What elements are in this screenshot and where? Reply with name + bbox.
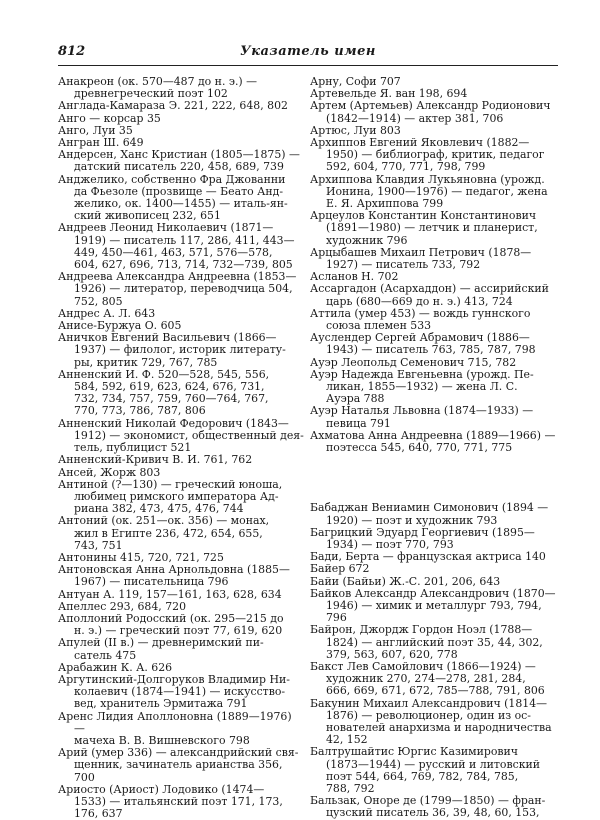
index-entry: Англада-Камараза Э. 221, 222, 648, 802 [58, 99, 288, 113]
index-entry: Андреева Александра Андреевна (1853— 1926) — литератор, переводчица 504, 752, 805 [58, 270, 297, 308]
right-column-a-section [310, 76, 556, 454]
index-entry: Байи (Байьи) Ж.-С. 201, 206, 643 [310, 574, 501, 588]
index-entry: Анго — корсар 35 [58, 111, 161, 125]
running-title: Указатель имен [240, 44, 376, 59]
index-entry: Арцеулов Константин Константинович (1891—1980) — летчик и планерист, художник 796 [310, 209, 538, 247]
header-rule [58, 65, 558, 66]
index-entry: Анджелико, собственно Фра Джованни да Фьезоле (прозвище — Беато Анд- желико, ок. 1400—1455) — италь-ян- ский живописец 232, 651 [58, 172, 288, 223]
left-column [58, 76, 304, 820]
index-entry: Бабаджан Вениамин Симонович (1894 — 1920) — поэт и художник 793 [310, 501, 549, 527]
index-entry: Анненский И. Ф. 520—528, 545, 556, 584, 592, 619, 623, 624, 676, 731, 732, 734, 757, 759, 760—764, 767, 770, 773, 786, 787, 806 [58, 367, 270, 418]
index-entry: Балтрушайтис Юргис Казимирович (1873—1944) — русский и литовский поэт 544, 664, 769, 782, 784, 785, 788, 792 [310, 745, 541, 795]
index-entry: Анненский Николай Федорович (1843— 1912) — экономист, общественный дея- тель, публицист 521 [58, 416, 304, 455]
page-header [58, 44, 558, 64]
index-entry: Ауэр Надежда Евгеньевна (урожд. Пе- ликан, 1855—1932) — жена Л. С. Ауэра 788 [310, 367, 534, 406]
index-entry: Аничков Евгений Васильевич (1866— 1937) — филолог, историк литерату- ры, критик 729, 767, 785 [58, 331, 286, 369]
index-entry: Антуан А. 119, 157—161, 163, 628, 634 [58, 587, 282, 601]
index-entry: Антонины 415, 720, 721, 725 [58, 550, 224, 564]
page-number: 812 [58, 44, 86, 59]
index-entry: Артюс, Луи 803 [310, 123, 401, 137]
index-entry: Ауслендер Сергей Абрамович (1886— 1943) — писатель 763, 785, 787, 798 [310, 331, 536, 357]
index-entry: Аттила (умер 453) — вождь гуннского союза племен 533 [310, 306, 531, 333]
index-entry: Арну, Софи 707 [310, 75, 401, 88]
index-entry: Бади, Берта — французская актриса 140 [310, 550, 546, 564]
index-entry: Арий (умер 336) — александрийский свя- щенник, зачинатель арианства 356, 700 [58, 746, 299, 784]
index-entry: Ауэр Леопольд Семенович 715, 782 [310, 355, 517, 369]
index-entry: Андреев Леонид Николаевич (1871— 1919) — писатель 117, 286, 411, 443— 449, 450—461, 463, 571, 576—578, 604, 627, 696, 713, 714, 732—739, 805 [58, 221, 295, 272]
index-entry: Арабажин К. А. 626 [58, 660, 173, 674]
index-entry: Бальзак, Оноре де (1799—1850) — фран- цузский писатель 36, 39, 48, 60, 153, [310, 794, 546, 820]
index-entry: Анго, Луи 35 [58, 123, 133, 137]
index-entry: Ассаргадон (Асархаддон) — ассирийский царь (680—669 до н. э.) 413, 724 [310, 282, 549, 308]
index-entry: Байрон, Джордж Гордон Ноэл (1788— 1824) — английский поэт 35, 44, 302, 379, 563, 607, 620, 778 [310, 623, 543, 661]
index-entry: Байков Александр Александрович (1870— 1946) — химик и металлург 793, 794, 796 [310, 586, 556, 625]
index-entry: Байер 672 [310, 562, 370, 576]
index-entry: Антоновская Анна Арнольдовна (1885— 1967) — писательница 796 [58, 563, 290, 589]
index-entry: Анненский-Кривич В. И. 761, 762 [58, 453, 253, 467]
index-entry: Антиной (?—130) — греческий юноша, любимец римского императора Ад- риана 382, 473, 475, 476, 744 [58, 477, 283, 516]
index-entry: Ариосто (Ариост) Лодовико (1474— 1533) — итальянский поэт 171, 173, 176, 637 [58, 782, 283, 820]
index-entry: Андрес А. Л. 643 [58, 306, 156, 320]
index-entry: Бакунин Михаил Александрович (1814— 1876) — революционер, один из ос- нователей анархизма и народничества 42, 152 [310, 696, 552, 747]
index-entry: Асланов Н. 702 [310, 270, 399, 284]
index-entry: Архиппова Клавдия Лукьяновна (урожд. Ионина, 1900—1976) — педагог, жена Е. Я. Архиппова 799 [310, 172, 548, 211]
index-entry: Андерсен, Ханс Кристиан (1805—1875) — датский писатель 220, 458, 689, 739 [58, 148, 300, 174]
index-entry: Анисе-Буржуа О. 605 [58, 319, 182, 333]
right-column-b-section [310, 502, 556, 819]
index-entry: Апулей (II в.) — древнеримский пи- сатель 475 [58, 636, 264, 662]
index-entry: Аренс Лидия Аполлоновна (1889—1976) — мачеха В. В. Вишневского 798 [58, 709, 292, 747]
index-entry: Ахматова Анна Андреевна (1889—1966) — поэтесса 545, 640, 770, 771, 775 [310, 428, 556, 455]
index-entry: Артевельде Я. ван 198, 694 [310, 87, 468, 101]
index-entry: Антоний (ок. 251—ок. 356) — монах, жил в Египте 236, 472, 654, 655, 743, 751 [58, 514, 270, 552]
index-entry: Аргутинский-Долгоруков Владимир Ни- колаевич (1874—1941) — искусство- вед, хранитель Эрмитажа 791 [58, 672, 290, 711]
index-entry: Ангран Ш. 649 [58, 136, 144, 150]
index-entry: Ансей, Жорж 803 [58, 465, 161, 479]
index-entry: Бакст Лев Самойлович (1866—1924) — художник 270, 274—278, 281, 284, 666, 669, 671, 672, 785—788, 791, 806 [310, 659, 545, 698]
section-gap [310, 454, 556, 502]
index-entry: Багрицкий Эдуард Георгиевич (1895— 1934) — поэт 770, 793 [310, 525, 535, 551]
index-entry: Артем (Артемьев) Александр Родионович (1842—1914) — актер 381, 706 [310, 99, 551, 125]
index-entry: Арцыбашев Михаил Петрович (1878— 1927) — писатель 733, 792 [310, 245, 532, 272]
index-entry: Анакреон (ок. 570—487 до н. э.) — древнегреческий поэт 102 [58, 75, 258, 101]
index-entry: Апеллес 293, 684, 720 [58, 599, 187, 613]
index-entry: Аполлоний Родосский (ок. 295—215 до н. э.) — греческий поэт 77, 619, 620 [58, 611, 284, 638]
index-entry: Ауэр Наталья Львовна (1874—1933) — певица 791 [310, 404, 534, 430]
right-column [310, 76, 556, 820]
index-entry: Архиппов Евгений Яковлевич (1882— 1950) — библиограф, критик, педагог 592, 604, 770, 771, 798, 799 [310, 136, 545, 174]
